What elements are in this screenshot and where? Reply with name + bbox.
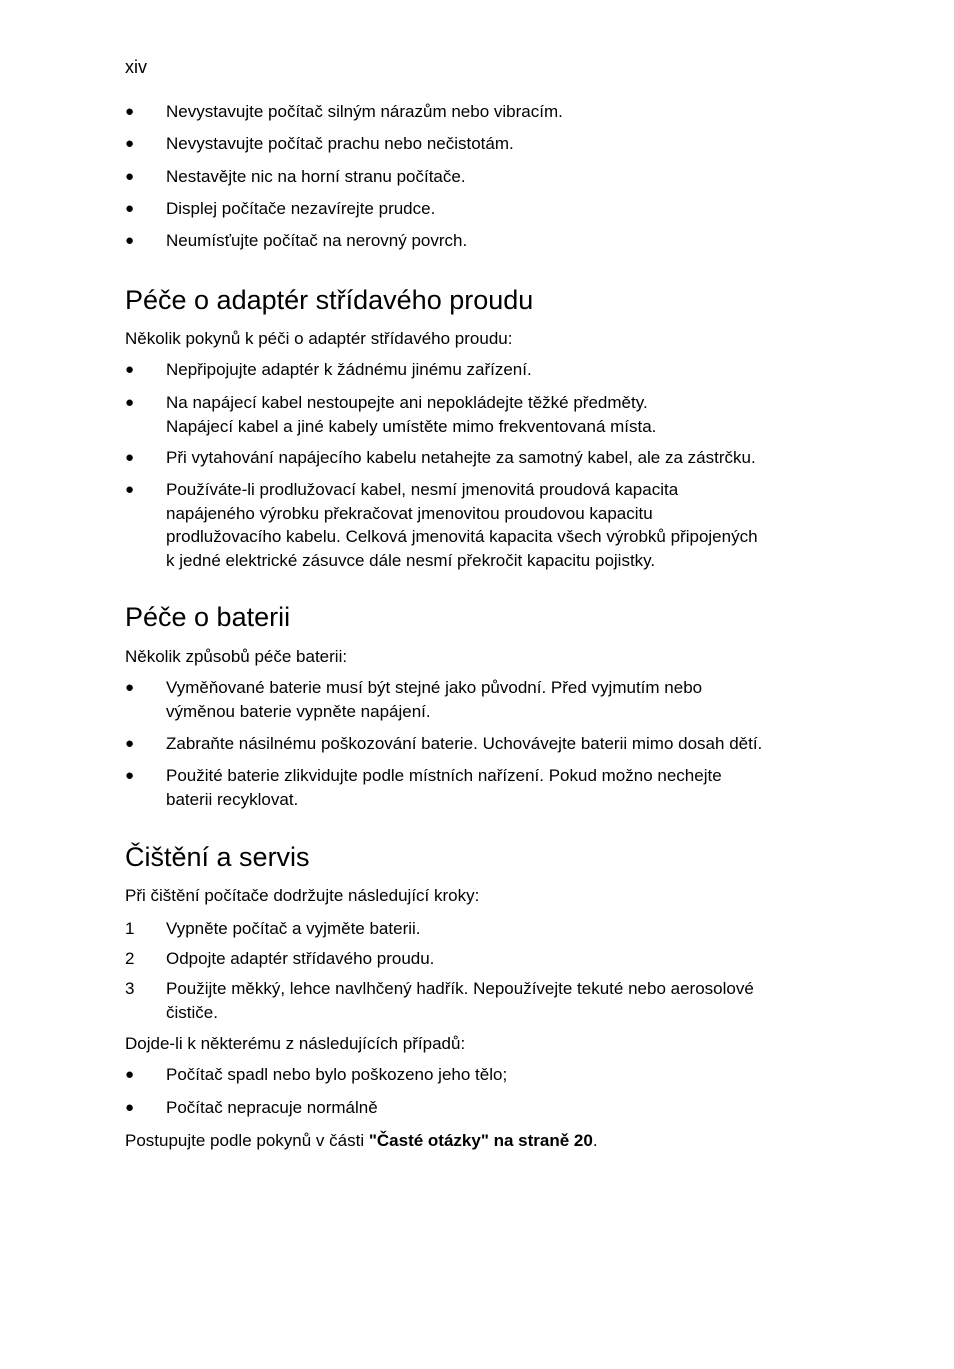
step-text: čističe. [166, 1002, 218, 1022]
step-number: 2 [125, 949, 135, 968]
list-item-text: Používáte-li prodlužovací kabel, nesmí jmenovitá proudová kapacita [166, 480, 679, 499]
bullet-icon: ● [125, 168, 135, 185]
step-number: 1 [125, 919, 135, 938]
bullet-icon: ● [125, 232, 135, 249]
page-number: xiv [125, 57, 147, 77]
closing-paragraph [125, 1129, 598, 1153]
bullet-icon: ● [125, 394, 135, 411]
bullet-icon: ● [125, 679, 135, 696]
list-item-text: Zabraňte násilnému poškozování baterie. Uchovávejte baterii mimo dosah dětí. [166, 734, 763, 753]
bullet-icon: ● [125, 1066, 135, 1083]
list-item-text: Neumísťujte počítač na nerovný povrch. [166, 231, 468, 250]
section-heading-adapter: Péče o adaptér střídavého proudu [125, 285, 534, 315]
step-number: 3 [125, 979, 135, 998]
step-text: Odpojte adaptér střídavého proudu. [166, 949, 435, 968]
bullet-icon: ● [125, 200, 135, 217]
list-item-text: Vyměňované baterie musí být stejné jako původní. Před vyjmutím nebo [166, 678, 703, 697]
list-item-text: Při vytahování napájecího kabelu netahejte za samotný kabel, ale za zástrčku. [166, 448, 756, 467]
bullet-icon: ● [125, 103, 135, 120]
faq-reference-link[interactable]: "Časté otázky" na straně 20 [368, 1131, 593, 1150]
cases-intro: Dojde-li k některému z následujících případů: [125, 1034, 466, 1053]
list-item-text: Nevystavujte počítač prachu nebo nečistotám. [166, 134, 514, 153]
list-item-text: Nepřipojujte adaptér k žádnému jinému zařízení. [166, 360, 532, 379]
list-item-text: k jedné elektrické zásuvce dále nesmí překročit kapacitu pojistky. [166, 550, 656, 570]
closing-text: Postupujte podle pokynů v části [125, 1131, 369, 1150]
closing-period: . [592, 1131, 598, 1150]
list-item-text: Počítač spadl nebo bylo poškozeno jeho tělo; [166, 1065, 508, 1084]
list-item-text: prodlužovacího kabelu. Celková jmenovitá kapacita všech výrobků připojených [166, 527, 758, 546]
step-text: Použijte měkký, lehce navlhčený hadřík. Nepoužívejte tekuté nebo aerosolové [166, 979, 754, 998]
section-intro-adapter: Několik pokynů k péči o adaptér střídavého proudu: [125, 329, 513, 348]
section-heading-battery: Péče o baterii [125, 602, 291, 632]
step-text: Vypněte počítač a vyjměte baterii. [166, 919, 421, 938]
list-item-text: Nevystavujte počítač silným nárazům nebo vibracím. [166, 102, 563, 121]
list-item-text: Napájecí kabel a jiné kabely umístěte mimo frekventovaná místa. [166, 416, 657, 436]
bullet-icon: ● [125, 735, 135, 752]
bullet-icon: ● [125, 361, 135, 378]
section-heading-cleaning: Čištění a servis [125, 842, 310, 872]
bullet-icon: ● [125, 1099, 135, 1116]
list-item-text: Použité baterie zlikvidujte podle místních nařízení. Pokud možno nechejte [166, 766, 722, 785]
bullet-icon: ● [125, 767, 135, 784]
list-item-text: Displej počítače nezavírejte prudce. [166, 199, 436, 218]
list-item-text: Na napájecí kabel nestoupejte ani nepokládejte těžké předměty. [166, 393, 648, 412]
bullet-icon: ● [125, 481, 135, 498]
section-intro-cleaning: Při čištění počítače dodržujte následující kroky: [125, 886, 480, 905]
list-item-text: baterii recyklovat. [166, 789, 299, 809]
list-item-text: Nestavějte nic na horní stranu počítače. [166, 167, 466, 186]
list-item-text: Počítač nepracuje normálně [166, 1098, 378, 1117]
bullet-icon: ● [125, 449, 135, 466]
list-item-text: napájeného výrobku překračovat jmenovitou proudovou kapacitu [166, 503, 653, 523]
bullet-icon: ● [125, 135, 135, 152]
list-item-text: výměnou baterie vypněte napájení. [166, 701, 431, 721]
section-intro-battery: Několik způsobů péče baterii: [125, 647, 348, 666]
